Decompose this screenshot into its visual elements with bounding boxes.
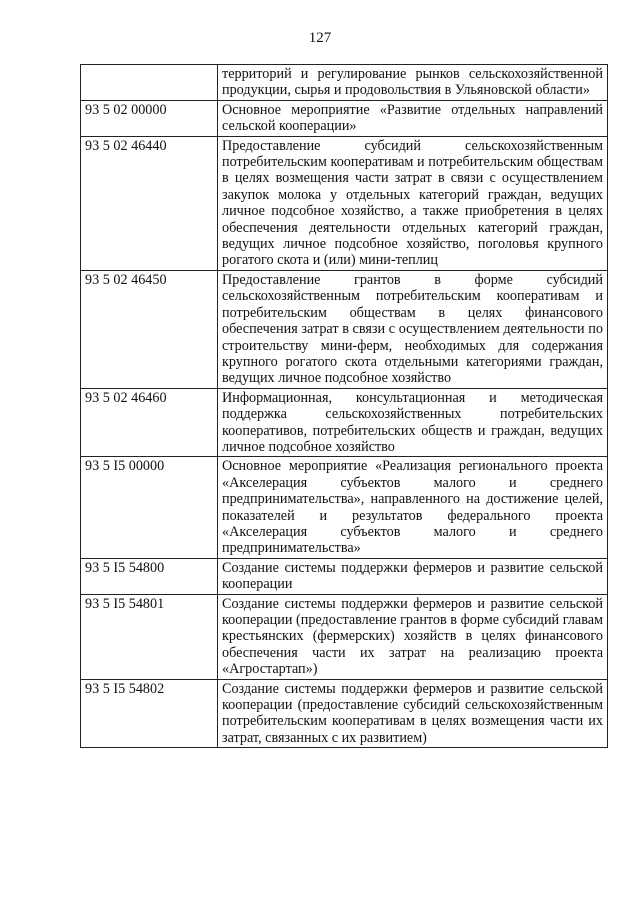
- table-row: [81, 100, 608, 136]
- description-cell: территорий и регулирование рынков сельскохозяйственной продукции, сырья и продовольствия в Ульяновской области»: [218, 65, 608, 101]
- table-row: [81, 679, 608, 748]
- code-cell: 93 5 02 46440: [81, 136, 218, 270]
- code-cell: 93 5 I5 54802: [81, 679, 218, 748]
- table-row: [81, 594, 608, 679]
- table-row: [81, 136, 608, 270]
- description-cell: Предоставление субсидий сельскохозяйственным потребительским кооперативам и потребительским обществам в целях возмещения части затрат в связи с осуществлением закупок молока у отдельных категорий граждан, ведущих личное подсобное хозяйство, а также приобретения в целях обеспечения деятельности отдельных категорий граждан, ведущих личное подсобное хозяйство, поголовья крупного рогатого скота и (или) мини-теплиц: [218, 136, 608, 270]
- code-cell: 93 5 I5 54800: [81, 558, 218, 594]
- table-row: [81, 457, 608, 558]
- table-row: [81, 65, 608, 101]
- table-row: [81, 558, 608, 594]
- code-cell: 93 5 I5 00000: [81, 457, 218, 558]
- description-cell: Основное мероприятие «Реализация регионального проекта «Акселерация субъектов малого и среднего предпринимательства», направленного на достижение целей, показателей и результатов федерального проекта «Акселерация субъектов малого и среднего предпринимательства»: [218, 457, 608, 558]
- code-cell: 93 5 I5 54801: [81, 594, 218, 679]
- table-row: [81, 388, 608, 457]
- description-cell: Создание системы поддержки фермеров и развитие сельской кооперации (предоставление субсидий сельскохозяйственным потребительским кооперативам в целях возмещения части их затрат, связанных с их развитием): [218, 679, 608, 748]
- code-cell: [81, 65, 218, 101]
- page-number: 127: [308, 30, 332, 46]
- description-cell: Информационная, консультационная и методическая поддержка сельскохозяйственных потребительских кооперативов, потребительских обществ и граждан, ведущих личное подсобное хозяйство: [218, 388, 608, 457]
- code-cell: 93 5 02 00000: [81, 100, 218, 136]
- description-cell: Предоставление грантов в форме субсидий сельскохозяйственным потребительским кооперативам и потребительским обществам в целях финансового обеспечения затрат в связи с осуществлением деятельности по строительству мини-ферм, необходимых для содержания крупного рогатого скота отдельными категориями граждан, ведущих личное подсобное хозяйство: [218, 270, 608, 388]
- description-cell: Основное мероприятие «Развитие отдельных направлений сельской кооперации»: [218, 100, 608, 136]
- code-cell: 93 5 02 46460: [81, 388, 218, 457]
- budget-classification-table: [80, 64, 608, 748]
- description-cell: Создание системы поддержки фермеров и развитие сельской кооперации: [218, 558, 608, 594]
- table-row: [81, 270, 608, 388]
- description-cell: Создание системы поддержки фермеров и развитие сельской кооперации (предоставление грантов в форме субсидий главам крестьянских (фермерских) хозяйств в целях финансового обеспечения части их затрат на реализацию проекта «Агростартап»): [218, 594, 608, 679]
- code-cell: 93 5 02 46450: [81, 270, 218, 388]
